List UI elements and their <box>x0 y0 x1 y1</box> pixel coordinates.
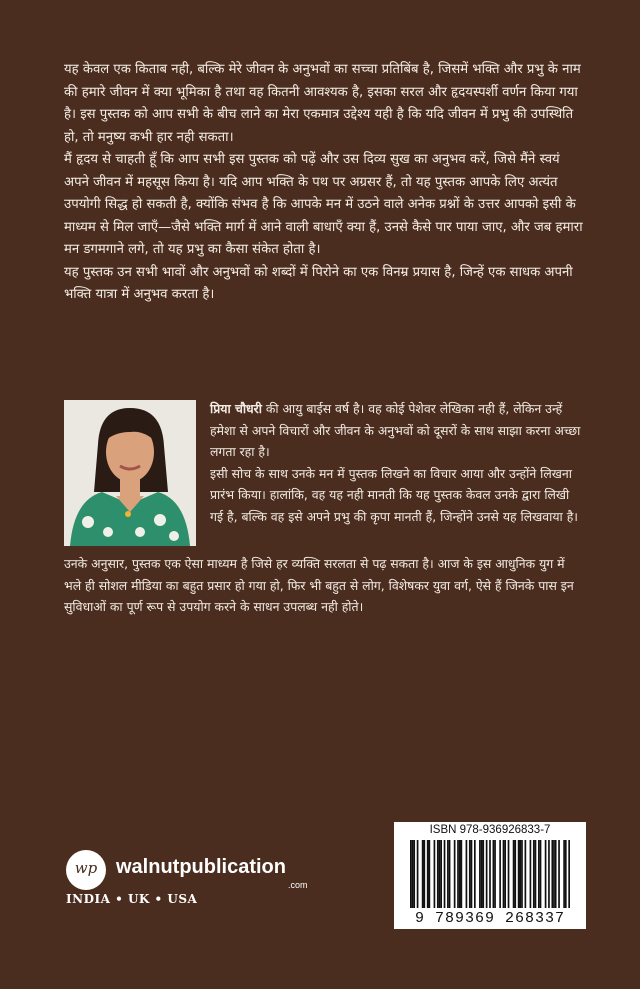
author-bio <box>210 398 584 527</box>
publisher-name: walnutpublication <box>116 856 286 878</box>
barcode-bar <box>412 840 414 908</box>
barcode-bar <box>449 840 451 908</box>
barcode-bar <box>469 840 471 908</box>
barcode-bar <box>422 840 424 908</box>
barcode-bar <box>563 840 565 908</box>
barcode-bar <box>499 840 501 908</box>
barcode-bar <box>427 840 429 908</box>
author-name: प्रिया चौधरी <box>210 401 262 416</box>
barcode-bar <box>558 840 560 908</box>
barcode-bar <box>504 840 506 908</box>
author-photo <box>64 400 196 546</box>
author-bio-paragraph: उनके अनुसार, पुस्तक एक ऐसा माध्यम है जिसे हर व्यक्ति सरलता से पढ़ सकता है। आज के इस आधुनिक युग में भले ही सोशल मीडिया का बहुत प्रसार हो गया हो, फिर भी बहुत से लोग, विशेषकर युवा वर्ग, ऐसे हैं जिनके पास इन सुविधाओं का पूर्ण रूप से उपयोग करने के साधन उपलब्ध नही होते। <box>64 556 574 614</box>
barcode-bar <box>479 840 481 908</box>
barcode-bar <box>454 840 456 908</box>
barcode-bar <box>466 840 468 908</box>
barcode-bar <box>555 840 557 908</box>
barcode-bar <box>489 840 491 908</box>
back-cover-blurb <box>64 59 584 307</box>
barcode-bar <box>486 840 488 908</box>
barcode-bar <box>434 840 436 908</box>
barcode-bar <box>545 840 547 908</box>
barcode-bar <box>493 840 495 908</box>
barcode-bar <box>481 840 483 908</box>
barcode-bar <box>540 840 542 908</box>
barcode-bar <box>518 840 520 908</box>
blurb-paragraph: मैं हृदय से चाहती हूँ कि आप सभी इस पुस्तक को पढ़ें और उस दिव्य सुख का अनुभव करें, जिसे मैंने स्वयं अपने जीवन में महसूस किया है। यदि आप भक्ति के पथ पर अग्रसर हैं, तो यह पुस्तक आपके लिए अत्यंत उपयोगी सिद्ध हो सकती है, क्योंकि संभव है कि आपके मन में उठने वाले अनेक प्रश्नों के उत्तर आपको इसी के माध्यम से मिल जाएँ—जैसे भक्ति मार्ग में आने वाली बाधाएँ क्या हैं, उनसे कैसे पार पाया जाए, और जब हमारा मन डगमगाने लगे, तो यह प्रभु का कैसा संकेत होता है। <box>64 152 583 257</box>
barcode-bar <box>447 840 449 908</box>
barcode-bar <box>457 840 459 908</box>
isbn-label: ISBN 978-936926833-7 <box>429 824 551 836</box>
barcode-bar <box>437 840 439 908</box>
barcode-bar <box>508 840 510 908</box>
barcode-bar <box>521 840 523 908</box>
barcode-bar <box>439 840 441 908</box>
blurb-paragraph: यह पुस्तक उन सभी भावों और अनुभवों को शब्दों में पिरोने का एक विनम्र प्रयास है, जिन्हें एक साधक अपनी भक्ति यात्रा में अनुभव करता है। <box>64 264 573 302</box>
barcode-bar <box>538 840 540 908</box>
author-bio-text: की आयु बाईस वर्ष है। वह कोई पेशेवर लेखिका नही हैं, लेकिन उन्हें हमेशा से अपने विचारों और जीवन के अनुभवों को दूसरों के साथ साझा करना अच्छा लगता रहा है। <box>210 401 581 459</box>
publisher-regions: INDIA • UK • USA <box>66 892 198 906</box>
publisher-domain-suffix: .com <box>288 880 308 890</box>
barcode-bar <box>551 840 553 908</box>
barcode-bar <box>459 840 461 908</box>
barcode-bar <box>548 840 550 908</box>
barcode-bar <box>440 840 442 908</box>
barcode-bar <box>533 840 535 908</box>
barcode-bar <box>471 840 473 908</box>
walnut-logo-icon: wp <box>66 850 106 890</box>
barcode-bar <box>444 840 446 908</box>
barcode-bar <box>417 840 419 908</box>
isbn-barcode <box>394 822 586 929</box>
barcode-bar <box>461 840 463 908</box>
barcode-bar <box>525 840 527 908</box>
barcode-bar <box>423 840 425 908</box>
author-bio-paragraph: इसी सोच के साथ उनके मन में पुस्तक लिखने का विचार आया और उन्होंने लिखना प्रारंभ किया। हालांकि, वह यह नही मानती कि यह पुस्तक केवल उनके द्वारा लिखी गई है, बल्कि वह इसे अपने प्रभु की कृपा मानती हैं, जिन्होंने उनसे यह लिखवाया है। <box>210 465 578 524</box>
barcode-bar <box>413 840 415 908</box>
barcode-bar <box>513 840 515 908</box>
barcode-bar <box>565 840 567 908</box>
barcode-bar <box>553 840 555 908</box>
barcode-bar <box>494 840 496 908</box>
barcode-bar <box>503 840 505 908</box>
barcode-bar <box>568 840 570 908</box>
isbn-digits: 9 789369 268337 <box>414 910 566 927</box>
barcode-bar <box>535 840 537 908</box>
blurb-paragraph: यह केवल एक किताब नही, बल्कि मेरे जीवन के अनुभवों का सच्चा प्रतिबिंब है, जिसमें भक्ति और प्रभु के नाम की हमारे जीवन में क्या भूमिका है तथा वह कितनी आवश्यक है, इसका सरल और हृदयस्पर्शी वर्णन किया गया है। इस पुस्तक को आप सभी के बीच लाने का मेरा एकमात्र उद्देश्य यही है कि यदि जीवन में प्रभु की उपस्थिति हो, तो मनुष्य कभी हार नही सकता। <box>64 62 581 145</box>
barcode-bar <box>530 840 532 908</box>
author-bio-continued <box>64 553 584 618</box>
barcode-bar <box>410 840 412 908</box>
barcode-bar <box>474 840 476 908</box>
barcode-bar <box>482 840 484 908</box>
barcode-bar <box>519 840 521 908</box>
barcode-bar <box>429 840 431 908</box>
barcode-bar <box>514 840 516 908</box>
